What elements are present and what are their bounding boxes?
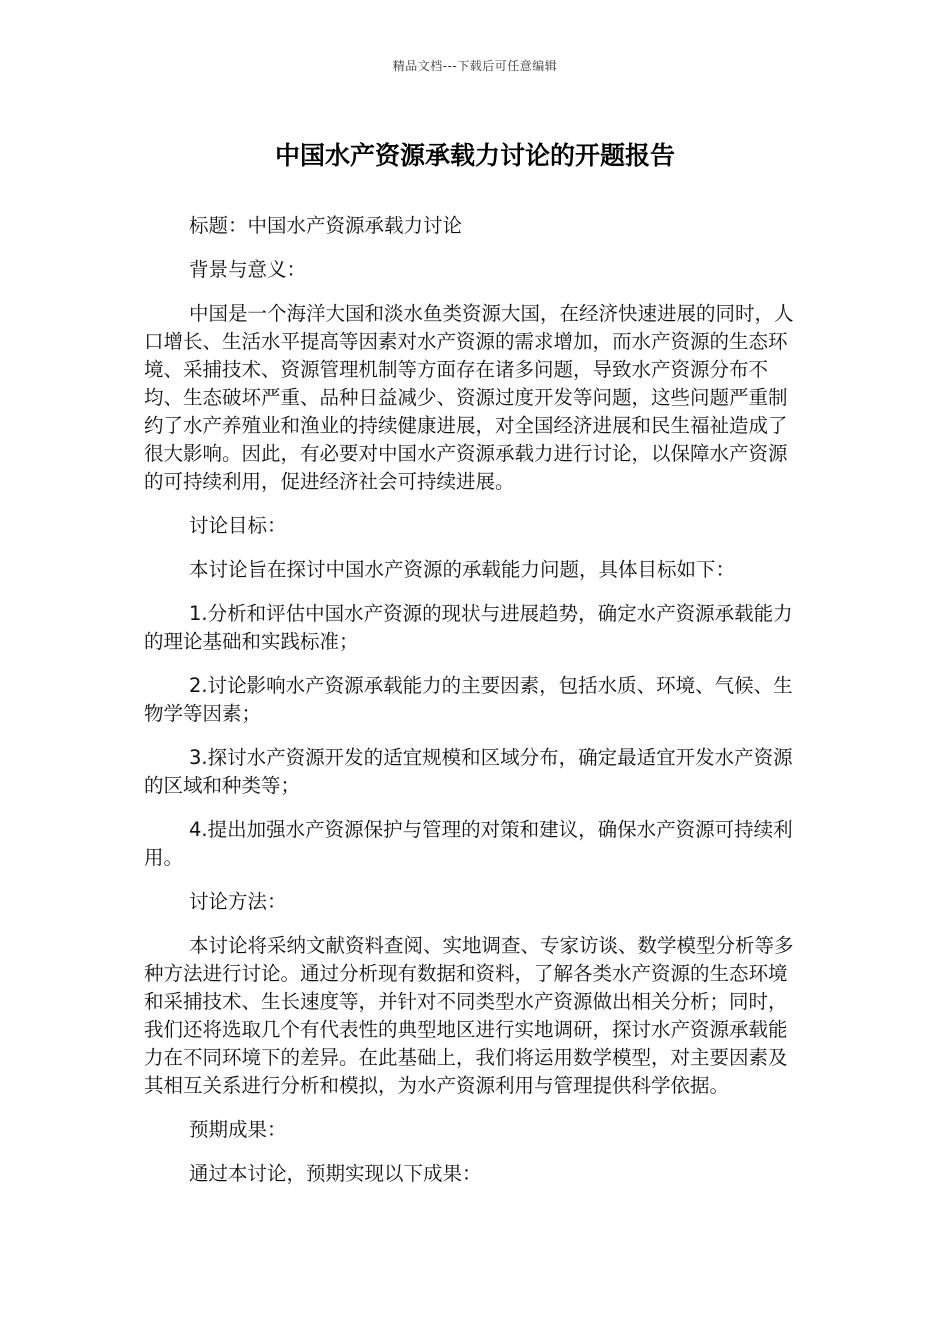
objective-item-4: 4.提出加强水产资源保护与管理的对策和建议，确保水产资源可持续利用。	[144, 818, 793, 869]
document-body	[144, 212, 804, 1204]
paragraph-objectives-intro: 本讨论旨在探讨中国水产资源的承载能力问题，具体目标如下：	[189, 558, 736, 581]
heading-background: 背景与意义：	[189, 258, 307, 281]
document-title: 中国水产资源承载力讨论的开题报告	[274, 141, 675, 170]
heading-methods: 讨论方法：	[189, 890, 287, 913]
paragraph-topic: 标题：中国水产资源承载力讨论	[189, 214, 463, 237]
objective-item-1: 1.分析和评估中国水产资源的现状与进展趋势，确定水产资源承载能力的理论基础和实践标准；	[144, 602, 793, 653]
objective-item-2: 2.讨论影响水产资源承载能力的主要因素，包括水质、环境、气候、生物学等因素；	[144, 674, 793, 725]
paragraph-expected-results: 通过本讨论，预期实现以下成果：	[189, 1162, 482, 1185]
paragraph-background: 中国是一个海洋大国和淡水鱼类资源大国，在经济快速进展的同时，人口增长、生活水平提高等因素对水产资源的需求增加，而水产资源的生态环境、采捕技术、资源管理机制等方面存在诸多问题，导致水产资源分布不均、生态破坏严重、品种日益减少、资源过度开发等问题，这些问题严重制约了水产养殖业和渔业的持续健康进展，对全国经济进展和民生福祉造成了很大影响。因此，有必要对中国水产资源承载力进行讨论，以保障水产资源的可持续利用，促进经济社会可持续进展。	[144, 302, 794, 493]
objective-item-3: 3.探讨水产资源开发的适宜规模和区域分布，确定最适宜开发水产资源的区域和种类等；	[144, 746, 793, 797]
heading-objectives: 讨论目标：	[189, 514, 287, 537]
heading-expected-results: 预期成果：	[189, 1118, 287, 1141]
paragraph-methods: 本讨论将采纳文献资料查阅、实地调查、专家访谈、数学模型分析等多种方法进行讨论。通过分析现有数据和资料，了解各类水产资源的生态环境和采捕技术、生长速度等，并针对不同类型水产资源做出相关分析；同时，我们还将选取几个有代表性的典型地区进行实地调研，探讨水产资源承载能力在不同环境下的差异。在此基础上，我们将运用数学模型，对主要因素及其相互关系进行分析和模拟，为水产资源利用与管理提供科学依据。	[144, 934, 794, 1097]
page-header-watermark: 精品文档---下载后可任意编辑	[392, 59, 558, 73]
